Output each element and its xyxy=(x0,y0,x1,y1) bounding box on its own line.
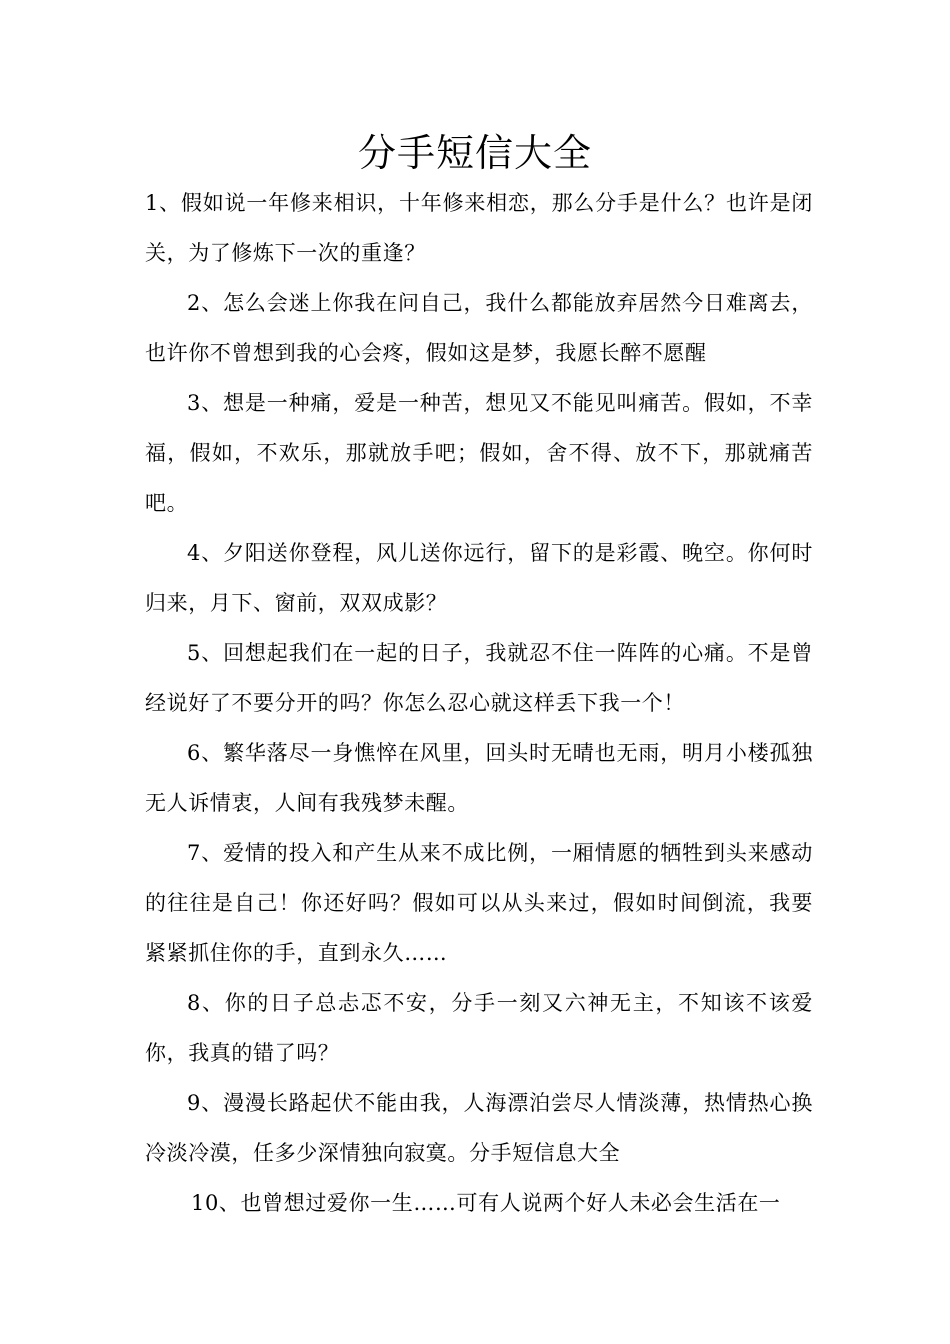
paragraph-9: 9、漫漫长路起伏不能由我，人海漂泊尝尽人情淡薄，热情热心换冷淡冷漠，任多少深情独向寂寞。分手短信息大全 xyxy=(145,1091,813,1165)
paragraph-6: 6、繁华落尽一身憔悴在风里，回头时无晴也无雨，明月小楼孤独无人诉情衷，人间有我残梦未醒。 xyxy=(145,741,813,815)
paragraph-5: 5、回想起我们在一起的日子，我就忍不住一阵阵的心痛。不是曾经说好了不要分开的吗？你怎么忍心就这样丢下我一个！ xyxy=(145,641,813,715)
paragraph-7: 7、爱情的投入和产生从来不成比例，一厢情愿的牺牲到头来感动的往往是自己！你还好吗？假如可以从头来过，假如时间倒流，我要紧紧抓住你的手，直到永久…… xyxy=(145,841,813,965)
paragraph-2: 2、怎么会迷上你我在问自己，我什么都能放弃居然今日难离去，也许你不曾想到我的心会疼，假如这是梦，我愿长醉不愿醒 xyxy=(145,291,813,365)
document-title: 分手短信大全 xyxy=(357,131,592,175)
paragraph-3: 3、想是一种痛，爱是一种苦，想见又不能见叫痛苦。假如，不幸福，假如，不欢乐，那就放手吧；假如，舍不得、放不下，那就痛苦吧。 xyxy=(145,391,813,515)
paragraph-1: 1、假如说一年修来相识，十年修来相恋，那么分手是什么？也许是闭关，为了修炼下一次的重逢？ xyxy=(145,191,813,265)
paragraph-10: 10、也曾想过爱你一生……可有人说两个好人未必会生活在一 xyxy=(191,1191,781,1215)
paragraph-4: 4、夕阳送你登程，风儿送你远行，留下的是彩霞、晚空。你何时归来，月下、窗前，双双成影？ xyxy=(145,541,813,615)
paragraph-8: 8、你的日子总忐忑不安，分手一刻又六神无主，不知该不该爱你，我真的错了吗？ xyxy=(145,991,813,1065)
document-body xyxy=(145,178,813,1228)
